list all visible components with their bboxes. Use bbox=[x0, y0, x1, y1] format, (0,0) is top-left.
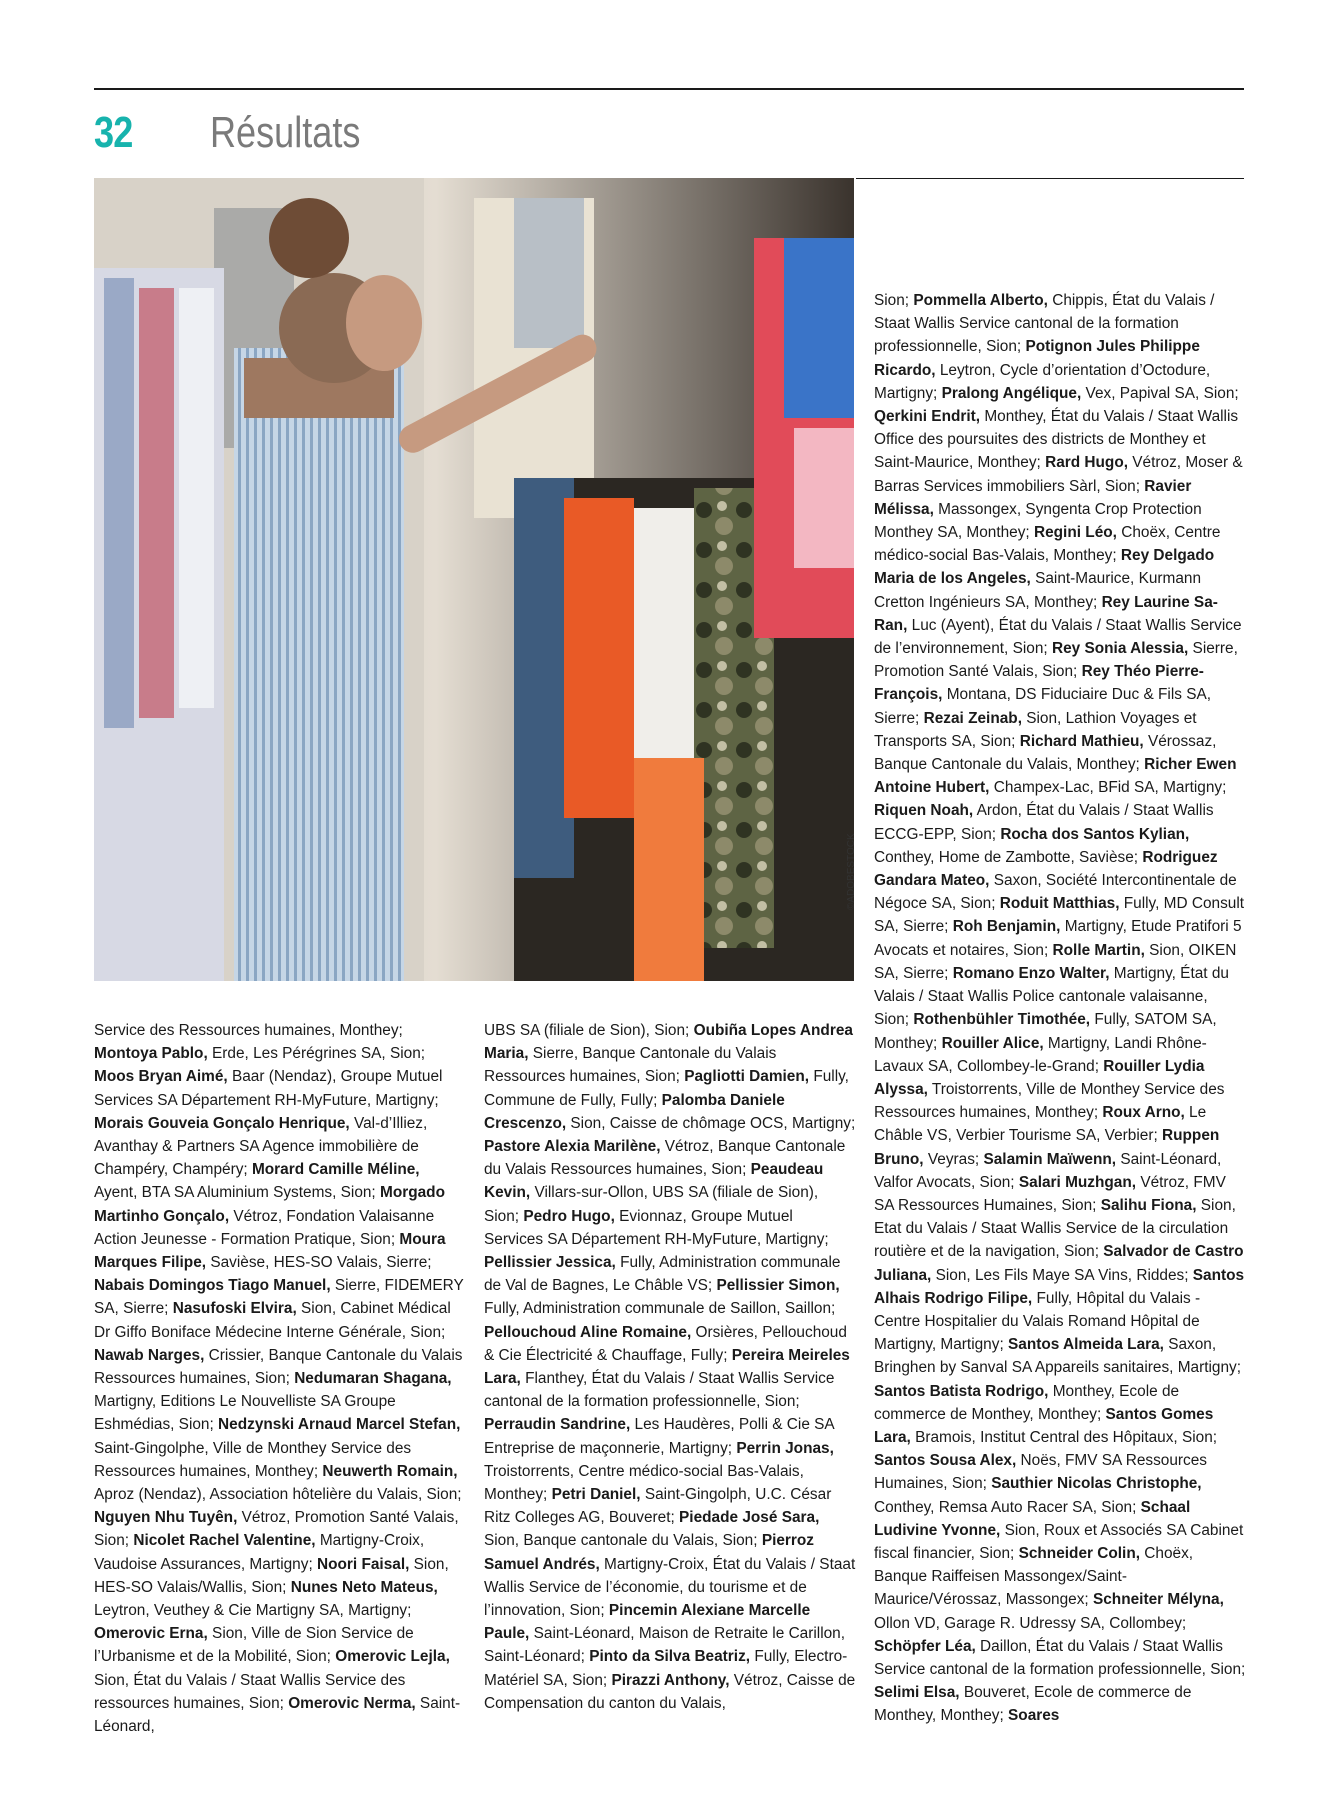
results-column-2 bbox=[484, 1019, 856, 1715]
entry-text: Chippis, État du Valais / Staat Wallis Service cantonal de la formation professionnelle, Sion; bbox=[874, 292, 1215, 356]
entry-text: Vétroz, Banque Cantonale du Valais Ressources humaines, Sion; bbox=[484, 1138, 846, 1179]
person-name: Santos Almeida Lara, bbox=[1008, 1336, 1164, 1354]
entry-text: Sion, Roux et Associés SA Cabinet fiscal financier, Sion; bbox=[874, 1521, 1244, 1562]
entry-text: Vétroz, Caisse de Compensation du canton du Valais, bbox=[484, 1671, 856, 1712]
page-number: 32 bbox=[94, 108, 133, 157]
person-name: Richer Ewen Antoine Hubert, bbox=[874, 756, 1237, 797]
entry-text: Vex, Papival SA, Sion; bbox=[1081, 384, 1239, 402]
person-name: Ravier Mélissa, bbox=[874, 477, 1192, 518]
person-name: Perrin Jonas, bbox=[736, 1439, 834, 1457]
entry-text: Erde, Les Pérégrines SA, Sion; bbox=[207, 1045, 426, 1063]
person-name: Potignon Jules Philippe Ricardo, bbox=[874, 338, 1200, 379]
person-name: Nabais Domingos Tiago Manuel, bbox=[94, 1277, 331, 1295]
top-rule bbox=[94, 88, 1244, 90]
entry-text: Martigny, Editions Le Nouvelliste SA Groupe Eshmédias, Sion; bbox=[94, 1393, 396, 1434]
entry-text: Leytron, Cycle d’orientation d’Octodure, Martigny; bbox=[874, 361, 1211, 402]
person-name: Perraudin Sandrine, bbox=[484, 1416, 631, 1434]
entry-text: Champex-Lac, BFid SA, Martigny; bbox=[989, 779, 1227, 797]
entry-text: Saint-Gingolph, U.C. César Ritz Colleges AG, Bouveret; bbox=[484, 1486, 832, 1527]
entry-text: Saint-Léonard, Maison de Retraite le Carillon, Saint-Léonard; bbox=[484, 1625, 846, 1666]
entry-text: Saint-Maurice, Kurmann Cretton Ingénieurs SA, Monthey; bbox=[874, 570, 1202, 611]
entry-text: Leytron, Veuthey & Cie Martigny SA, Martigny; bbox=[94, 1602, 412, 1620]
entry-text: Service des Ressources humaines, Monthey; bbox=[94, 1022, 403, 1039]
person-name: Rolle Martin, bbox=[1052, 941, 1145, 959]
person-name: Piedade José Sara, bbox=[679, 1509, 820, 1527]
entry-text: Luc (Ayent), État du Valais / Staat Wallis Service de l’environnement, Sion; bbox=[874, 616, 1242, 658]
person-name: Santos Batista Rodrigo, bbox=[874, 1382, 1049, 1400]
person-name: Rodriguez Gandara Mateo, bbox=[874, 848, 1218, 890]
entry-text: Crissier, Banque Cantonale du Valais Ressources humaines, Sion; bbox=[94, 1346, 463, 1388]
entry-text: Conthey, Remsa Auto Racer SA, Sion; bbox=[874, 1498, 1141, 1516]
entry-text: Sion, État du Valais / Staat Wallis Service des ressources humaines, Sion; bbox=[94, 1671, 406, 1712]
person-name: Pierroz Samuel Andrés, bbox=[484, 1532, 814, 1573]
person-name: Moura Marques Filipe, bbox=[94, 1230, 446, 1272]
person-name: Pommella Alberto, bbox=[913, 292, 1048, 309]
entry-text: Vétroz, Fondation Valaisanne Action Jeunesse - Formation Pratique, Sion; bbox=[94, 1207, 435, 1248]
entry-text: Saxon, Société Intercontinentale de Négoce SA, Sion; bbox=[874, 872, 1237, 913]
entry-text: Martigny, Landi Rhône-Lavaux SA, Collombey-le-Grand; bbox=[874, 1034, 1207, 1075]
person-name: Salamin Maïwenn, bbox=[983, 1150, 1117, 1168]
entry-text: Sierre, FIDEMERY SA, Sierre; bbox=[94, 1277, 464, 1318]
person-name: Richard Mathieu, bbox=[1019, 732, 1144, 750]
entry-text: Sion, OIKEN SA, Sierre; bbox=[874, 941, 1237, 982]
entry-text: Val-d’Illiez, Avanthay & Partners SA Agence immobilière de Champéry, Champéry; bbox=[94, 1114, 428, 1179]
entry-text: Daillon, État du Valais / Staat Wallis Service cantonal de la formation professionnelle, Sion; bbox=[874, 1637, 1246, 1678]
entry-text: Vérossaz, Banque Cantonale du Valais, Monthey; bbox=[874, 732, 1217, 774]
person-name: Pellissier Simon, bbox=[716, 1277, 840, 1295]
photo-woman-clothes-rack bbox=[94, 178, 854, 981]
person-name: Nicolet Rachel Valentine, bbox=[133, 1532, 316, 1550]
person-name: Santos Sousa Alex, bbox=[874, 1452, 1017, 1470]
person-name: Salari Muzhgan, bbox=[1018, 1173, 1137, 1191]
person-name: Rard Hugo, bbox=[1045, 454, 1129, 472]
person-name: Schneiter Mélyna, bbox=[1092, 1591, 1224, 1609]
entry-text: Choëx, Centre médico-social Bas-Valais, Monthey; bbox=[874, 524, 1221, 565]
person-name: Noori Faisal, bbox=[317, 1555, 410, 1573]
person-name: Moos Bryan Aimé, bbox=[94, 1068, 228, 1086]
entry-text: Martigny-Croix, Vaudoise Assurances, Martigny; bbox=[94, 1532, 425, 1573]
entry-text: Martigny, État du Valais / Staat Wallis Police cantonale valaisanne, Sion; bbox=[874, 964, 1229, 1029]
person-name: Santos Alhais Rodrigo Filipe, bbox=[874, 1266, 1245, 1307]
entry-text: Veyras; bbox=[923, 1150, 984, 1168]
entry-text: Flanthey, État du Valais / Staat Wallis Service cantonal de la formation professionnelle, Sion; bbox=[484, 1370, 835, 1411]
entry-text: UBS SA (filiale de Sion), Sion; bbox=[484, 1022, 694, 1039]
person-name: Santos Gomes Lara, bbox=[874, 1405, 1214, 1446]
person-name: Schneider Colin, bbox=[1018, 1544, 1141, 1562]
entry-text: Martigny, Etude Pratifori 5 Avocats et notaires, Sion; bbox=[874, 918, 1242, 959]
entry-text: Ayent, BTA SA Aluminium Systems, Sion; bbox=[94, 1184, 380, 1202]
person-name: Pirazzi Anthony, bbox=[611, 1671, 730, 1689]
entry-text: Ollon VD, Garage R. Udressy SA, Collombey; bbox=[874, 1614, 1187, 1632]
person-name: Pedro Hugo, bbox=[523, 1207, 615, 1225]
entry-text: Sierre, Banque Cantonale du Valais Ressources humaines, Sion; bbox=[484, 1045, 777, 1086]
person-name: Rey Delgado Maria de los Angeles, bbox=[874, 547, 1215, 588]
entry-text: Ardon, État du Valais / Staat Wallis ECCG-EPP, Sion; bbox=[874, 802, 1214, 843]
person-name: Regini Léo, bbox=[1033, 524, 1117, 542]
entry-text: Sion, Ville de Sion Service de l’Urbanisme et de la Mobilité, Sion; bbox=[94, 1625, 414, 1666]
entry-text: Noës, FMV SA Ressources Humaines, Sion; bbox=[874, 1452, 1208, 1493]
person-name: Selimi Elsa, bbox=[874, 1684, 960, 1702]
person-name: Oubiña Lopes Andrea Maria, bbox=[484, 1022, 853, 1063]
person-name: Morgado Martinho Gonçalo, bbox=[94, 1184, 445, 1225]
person-name: Nawab Narges, bbox=[94, 1346, 205, 1364]
person-name: Sauthier Nicolas Christophe, bbox=[991, 1475, 1202, 1493]
entry-text: Sion, Les Fils Maye SA Vins, Riddes; bbox=[931, 1266, 1193, 1284]
person-name: Nasufoski Elvira, bbox=[172, 1300, 297, 1318]
entry-text: Saint-Léonard, bbox=[94, 1694, 461, 1736]
entry-text: Bramois, Institut Central des Hôpitaux, Sion; bbox=[910, 1428, 1218, 1446]
entry-text: Fully, Commune de Fully, Fully; bbox=[484, 1068, 849, 1109]
entry-text: Saint-Léonard, Valfor Avocats, Sion; bbox=[874, 1150, 1222, 1191]
entry-text: Sion; bbox=[874, 292, 914, 309]
entry-text: Sion, Cabinet Médical Dr Giffo Boniface Médecine Interne Générale, Sion; bbox=[94, 1300, 451, 1341]
person-name: Rocha dos Santos Kylian, bbox=[1000, 825, 1190, 843]
person-name: Morard Camille Méline, bbox=[251, 1161, 420, 1179]
photo-side-rule bbox=[856, 178, 1244, 179]
entry-text: Fully, SATOM SA, Monthey; bbox=[874, 1011, 1217, 1052]
person-name: Roh Benjamin, bbox=[952, 918, 1061, 936]
person-name: Petri Daniel, bbox=[551, 1486, 641, 1504]
person-name: Soares bbox=[1008, 1707, 1060, 1725]
person-name: Rey Laurine Sa-Ran, bbox=[874, 593, 1218, 634]
person-name: Rey Théo Pierre-François, bbox=[874, 663, 1204, 704]
person-name: Ruppen Bruno, bbox=[874, 1127, 1220, 1168]
entry-text: Sion, Lathion Voyages et Transports SA, Sion; bbox=[874, 709, 1197, 750]
entry-text: Evionnaz, Groupe Mutuel Services SA Département RH-MyFuture, Martigny; bbox=[484, 1207, 829, 1248]
person-name: Pellissier Jessica, bbox=[484, 1254, 616, 1272]
photo-credit: ©ADOBESTOCK bbox=[846, 833, 857, 910]
entry-text: Troistorrents, Ville de Monthey Service des Ressources humaines, Monthey; bbox=[874, 1080, 1225, 1122]
person-name: Nunes Neto Mateus, bbox=[290, 1578, 438, 1596]
entry-text: Vétroz, Moser & Barras Services immobiliers Sàrl, Sion; bbox=[874, 454, 1243, 495]
entry-text: Vétroz, Promotion Santé Valais, Sion; bbox=[94, 1509, 459, 1550]
results-column-3 bbox=[874, 289, 1246, 1728]
entry-text: Fully, Hôpital du Valais - Centre Hospitalier du Valais Romand Hôpital de Martigny, Martigny; bbox=[874, 1289, 1201, 1354]
entry-text: Aproz (Nendaz), Association hôtelière du Valais, Sion; bbox=[94, 1486, 462, 1504]
entry-text: Le Châble VS, Verbier Tourisme SA, Verbier; bbox=[874, 1104, 1207, 1145]
person-name: Omerovic Erna, bbox=[94, 1625, 208, 1643]
person-name: Nguyen Nhu Tuyên, bbox=[94, 1509, 238, 1527]
entry-text: Sion, HES-SO Valais/Wallis, Sion; bbox=[94, 1555, 449, 1596]
person-name: Roduit Matthias, bbox=[999, 895, 1120, 913]
entry-text: Baar (Nendaz), Groupe Mutuel Services SA Département RH-MyFuture, Martigny; bbox=[94, 1068, 443, 1109]
person-name: Palomba Daniele Crescenzo, bbox=[484, 1091, 785, 1132]
entry-text: Monthey, Ecole de commerce de Monthey, Monthey; bbox=[874, 1382, 1180, 1423]
entry-text: Troistorrents, Centre médico-social Bas-Valais, Monthey; bbox=[484, 1462, 804, 1504]
entry-text: Fully, Electro-Matériel SA, Sion; bbox=[484, 1648, 848, 1689]
entry-text: Monthey, État du Valais / Staat Wallis Office des poursuites des districts de Monthey et Saint-Maurice, Monthey; bbox=[874, 408, 1239, 472]
person-name: Pinto da Silva Beatriz, bbox=[589, 1648, 751, 1666]
person-name: Romano Enzo Walter, bbox=[952, 964, 1110, 982]
entry-text: Fully, Administration communale de Val de Bagnes, Le Châble VS; bbox=[484, 1254, 841, 1295]
entry-text: Conthey, Home de Zambotte, Savièse; bbox=[874, 848, 1143, 866]
person-name: Pagliotti Damien, bbox=[684, 1068, 810, 1086]
entry-text: Vétroz, FMV SA Ressources Humaines, Sion; bbox=[874, 1173, 1226, 1214]
entry-text: Choëx, Banque Raiffeisen Massongex/Saint-Maurice/Vérossaz, Massongex; bbox=[874, 1544, 1194, 1609]
entry-text: Martigny-Croix, État du Valais / Staat Wallis Service de l’économie, du tourisme et de l’innovation, Sion; bbox=[484, 1555, 856, 1620]
entry-text: Montana, DS Fiduciaire Duc & Fils SA, Sierre; bbox=[874, 686, 1212, 727]
person-name: Peaudeau Kevin, bbox=[484, 1161, 824, 1202]
entry-text: Saxon, Bringhen by Sanval SA Appareils sanitaires, Martigny; bbox=[874, 1336, 1242, 1377]
entry-text: Savièse, HES-SO Valais, Sierre; bbox=[206, 1254, 432, 1272]
person-name: Morais Gouveia Gonçalo Henrique, bbox=[94, 1114, 350, 1132]
entry-text: Orsières, Pellouchoud & Cie Électricité & Chauffage, Fully; bbox=[484, 1323, 847, 1364]
entry-text: Sion, Etat du Valais / Staat Wallis Service de la circulation routière et de la navigation, Sion; bbox=[874, 1196, 1236, 1261]
person-name: Qerkini Endrit, bbox=[874, 408, 981, 426]
person-name: Salihu Fiona, bbox=[1100, 1196, 1197, 1214]
entry-text: Les Haudères, Polli & Cie SA Entreprise de maçonnerie, Martigny; bbox=[484, 1416, 834, 1457]
person-name: Rouiller Alice, bbox=[941, 1034, 1044, 1052]
person-name: Omerovic Nerma, bbox=[288, 1694, 416, 1712]
person-name: Pellouchoud Aline Romaine, bbox=[484, 1323, 692, 1341]
entry-text: Saint-Gingolphe, Ville de Monthey Service des Ressources humaines, Monthey; bbox=[94, 1439, 412, 1480]
person-name: Rothenbühler Timothée, bbox=[913, 1011, 1091, 1029]
person-name: Schaal Ludivine Yvonne, bbox=[874, 1498, 1191, 1539]
person-name: Nedumaran Shagana, bbox=[294, 1370, 452, 1388]
results-column-1 bbox=[94, 1019, 466, 1738]
person-name: Rouiller Lydia Alyssa, bbox=[874, 1057, 1205, 1098]
person-name: Rey Sonia Alessia, bbox=[1051, 640, 1189, 658]
person-name: Roux Arno, bbox=[1102, 1104, 1185, 1122]
person-name: Nedzynski Arnaud Marcel Stefan, bbox=[218, 1416, 461, 1434]
person-name: Schöpfer Léa, bbox=[874, 1637, 976, 1655]
entry-text: Villars-sur-Ollon, UBS SA (filiale de Sion), Sion; bbox=[484, 1184, 819, 1225]
person-name: Pincemin Alexiane Marcelle Paule, bbox=[484, 1602, 811, 1643]
entry-text: Sion, Caisse de chômage OCS, Martigny; bbox=[566, 1114, 856, 1132]
section-title: Résultats bbox=[210, 108, 361, 157]
person-name: Salvador de Castro Juliana, bbox=[874, 1243, 1244, 1284]
person-name: Omerovic Lejla, bbox=[335, 1648, 450, 1666]
entry-text: Sion, Banque cantonale du Valais, Sion; bbox=[484, 1532, 762, 1550]
entry-text: Sierre, Promotion Santé Valais, Sion; bbox=[874, 640, 1238, 681]
person-name: Rezai Zeinab, bbox=[923, 709, 1022, 727]
person-name: Neuwerth Romain, bbox=[322, 1462, 458, 1480]
entry-text: Bouveret, Ecole de commerce de Monthey, Monthey; bbox=[874, 1684, 1192, 1725]
entry-text: Fully, Administration communale de Saillon, Saillon; bbox=[484, 1300, 836, 1318]
entry-text: Fully, MD Consult SA, Sierre; bbox=[874, 895, 1245, 936]
entry-text: Massongex, Syngenta Crop Protection Monthey SA, Monthey; bbox=[874, 500, 1202, 542]
person-name: Pralong Angélique, bbox=[941, 384, 1082, 402]
person-name: Riquen Noah, bbox=[874, 802, 974, 820]
person-name: Pereira Meireles Lara, bbox=[484, 1346, 850, 1388]
person-name: Montoya Pablo, bbox=[94, 1045, 208, 1063]
person-name: Pastore Alexia Marilène, bbox=[484, 1138, 661, 1156]
